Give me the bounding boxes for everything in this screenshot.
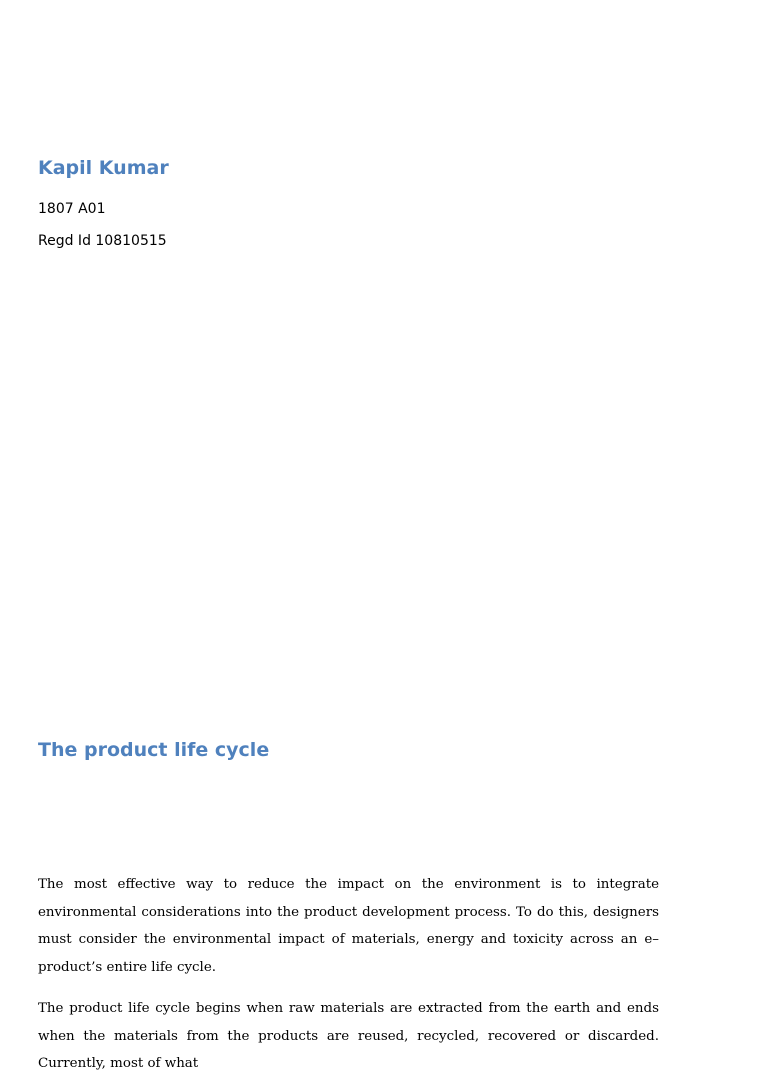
author-name: Kapil Kumar	[38, 157, 169, 179]
section-heading: The product life cycle	[38, 739, 270, 761]
body-paragraph: The most effective way to reduce the impact on the environment is to integrate environmental considerations into the product development process. To do this, designers must consider the environmental impact of materials, energy and toxicity across an e–product’s entire life cycle.	[38, 877, 659, 976]
registration-id: Regd Id 10810515	[38, 233, 167, 249]
body-paragraph: The product life cycle begins when raw materials are extracted from the earth and ends when the materials from the products are reused, recycled, recovered or discarded. Currently, most of what	[38, 1000, 659, 1072]
section-code: 1807 A01	[38, 201, 106, 217]
body-text	[38, 871, 659, 1091]
